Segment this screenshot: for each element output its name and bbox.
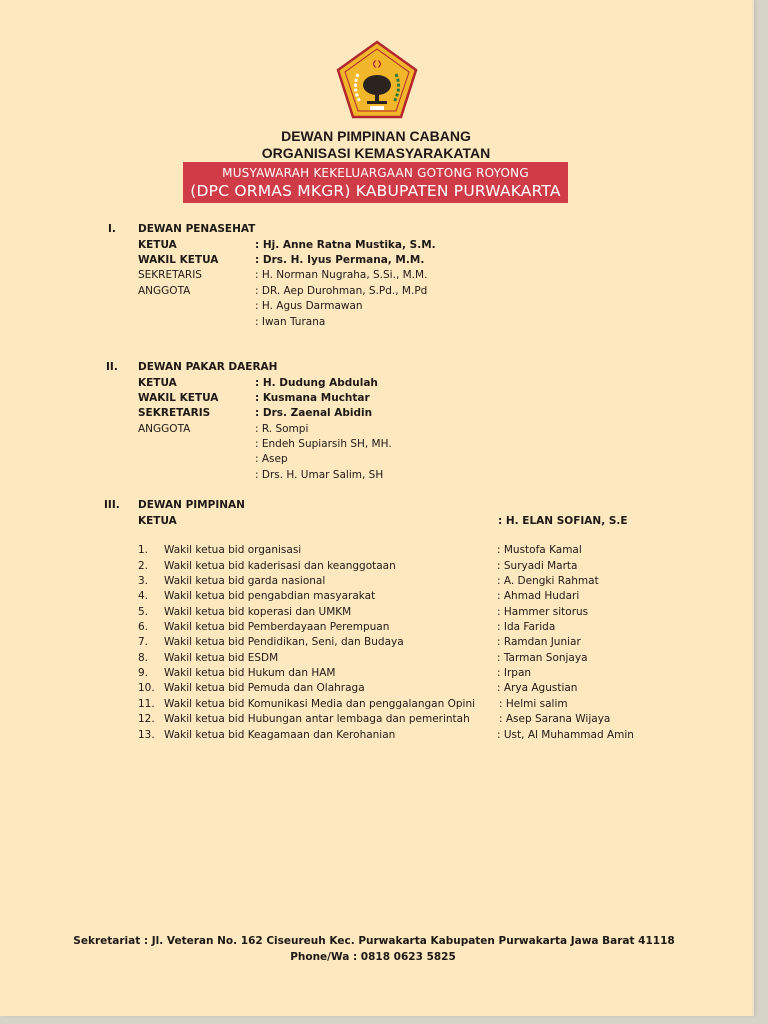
list-item-name: : Tarman Sonjaya (497, 652, 588, 664)
list-item-number: 3. (138, 575, 149, 587)
banner-line2: (DPC ORMAS MKGR) KABUPATEN PURWAKARTA (190, 182, 561, 200)
list-item-number: 9. (138, 667, 149, 679)
org-name-banner (183, 162, 568, 203)
list-item-role: Wakil ketua bid organisasi (164, 544, 302, 556)
section3-title: DEWAN PIMPINAN (138, 499, 245, 511)
section1-number: I. (108, 223, 116, 235)
list-item-name: : Ida Farida (497, 621, 556, 633)
list-item-number: 1. (138, 544, 149, 556)
mkgr-emblem-icon (334, 40, 420, 120)
section1-role: WAKIL KETUA (138, 254, 219, 266)
org-title-line2: ORGANISASI KEMASYARAKATAN (261, 145, 491, 161)
list-item-name: : Ramdan Juniar (497, 636, 581, 648)
list-item-name: : Asep Sarana Wijaya (499, 713, 611, 725)
list-item-name: : A. Dengki Rahmat (497, 575, 599, 587)
list-item-name: : Mustofa Kamal (497, 544, 582, 556)
section2-number: II. (106, 361, 118, 373)
list-item-role: Wakil ketua bid Komunikasi Media dan penggalangan Opini (164, 698, 476, 710)
list-item-number: 13. (138, 729, 155, 741)
list-item-number: 8. (138, 652, 149, 664)
list-item-name: : Arya Agustian (497, 682, 578, 694)
list-item-name: : Irpan (497, 667, 532, 679)
section2-title: DEWAN PAKAR DAERAH (138, 361, 278, 373)
section1-role: SEKRETARIS (138, 269, 202, 281)
list-item-number: 12. (138, 713, 155, 725)
section1-role: ANGGOTA (138, 285, 191, 297)
list-item-number: 10. (138, 682, 155, 694)
section2-role: KETUA (138, 377, 177, 389)
section2-name: : R. Sompi (255, 423, 309, 435)
section1-name: : H. Agus Darmawan (255, 300, 363, 312)
list-item-number: 5. (138, 606, 149, 618)
list-item-role: Wakil ketua bid pengabdian masyarakat (164, 590, 376, 602)
section2-name: : Kusmana Muchtar (255, 392, 370, 404)
section3-ketua-label: KETUA (138, 515, 177, 527)
footer-address: Sekretariat : Jl. Veteran No. 162 Ciseureuh Kec. Purwakarta Kabupaten Purwakarta Jawa Barat 41118 (73, 935, 675, 947)
list-item-role: Wakil ketua bid Pemberdayaan Perempuan (164, 621, 390, 633)
list-item-role: Wakil ketua bid koperasi dan UMKM (164, 606, 352, 618)
section1-name: : Drs. H. Iyus Permana, M.M. (255, 254, 425, 266)
section2-name: : Endeh Supiarsih SH, MH. (255, 438, 392, 450)
section1-name: : DR. Aep Durohman, S.Pd., M.Pd (255, 285, 428, 297)
section2-role: ANGGOTA (138, 423, 191, 435)
section1-title: DEWAN PENASEHAT (138, 223, 256, 235)
list-item-number: 7. (138, 636, 149, 648)
footer-phone: Phone/Wa : 0818 0623 5825 (290, 951, 456, 963)
list-item-number: 4. (138, 590, 149, 602)
list-item-role: Wakil ketua bid Hukum dan HAM (164, 667, 336, 679)
section1-name: : Iwan Turana (255, 316, 326, 328)
section2-name: : Drs. Zaenal Abidin (255, 407, 373, 419)
section2-name: : Drs. H. Umar Salim, SH (255, 469, 384, 481)
list-item-role: Wakil ketua bid Pendidikan, Seni, dan Budaya (164, 636, 404, 648)
section2-name: : H. Dudung Abdulah (255, 377, 378, 389)
org-title-line1: DEWAN PIMPINAN CABANG (281, 128, 471, 144)
list-item-role: Wakil ketua bid ESDM (164, 652, 279, 664)
list-item-number: 11. (138, 698, 155, 710)
section3-ketua-name: : H. ELAN SOFIAN, S.E (498, 515, 628, 527)
section3-number: III. (104, 499, 120, 511)
section2-role: WAKIL KETUA (138, 392, 219, 404)
list-item-number: 2. (138, 560, 149, 572)
list-item-role: Wakil ketua bid garda nasional (164, 575, 326, 587)
banner-line1: MUSYAWARAH KEKELUARGAAN GOTONG ROYONG (222, 166, 529, 180)
list-item-name: : Hammer sitorus (497, 606, 589, 618)
list-item-name: : Helmi salim (499, 698, 568, 710)
section1-name: : H. Norman Nugraha, S.Si., M.M. (255, 269, 428, 281)
list-item-number: 6. (138, 621, 149, 633)
list-item-role: Wakil ketua bid Pemuda dan Olahraga (164, 682, 365, 694)
list-item-role: Wakil ketua bid Hubungan antar lembaga dan pemerintah (164, 713, 470, 725)
list-item-name: : Suryadi Marta (497, 560, 578, 572)
section2-role: SEKRETARIS (138, 407, 211, 419)
list-item-name: : Ust, Al Muhammad Amin (497, 729, 634, 741)
list-item-role: Wakil ketua bid Keagamaan dan Kerohanian (164, 729, 396, 741)
section2-name: : Asep (255, 453, 288, 465)
list-item-role: Wakil ketua bid kaderisasi dan keanggotaan (164, 560, 396, 572)
section1-role: KETUA (138, 239, 177, 251)
list-item-name: : Ahmad Hudari (497, 590, 580, 602)
section1-name: : Hj. Anne Ratna Mustika, S.M. (255, 239, 436, 251)
